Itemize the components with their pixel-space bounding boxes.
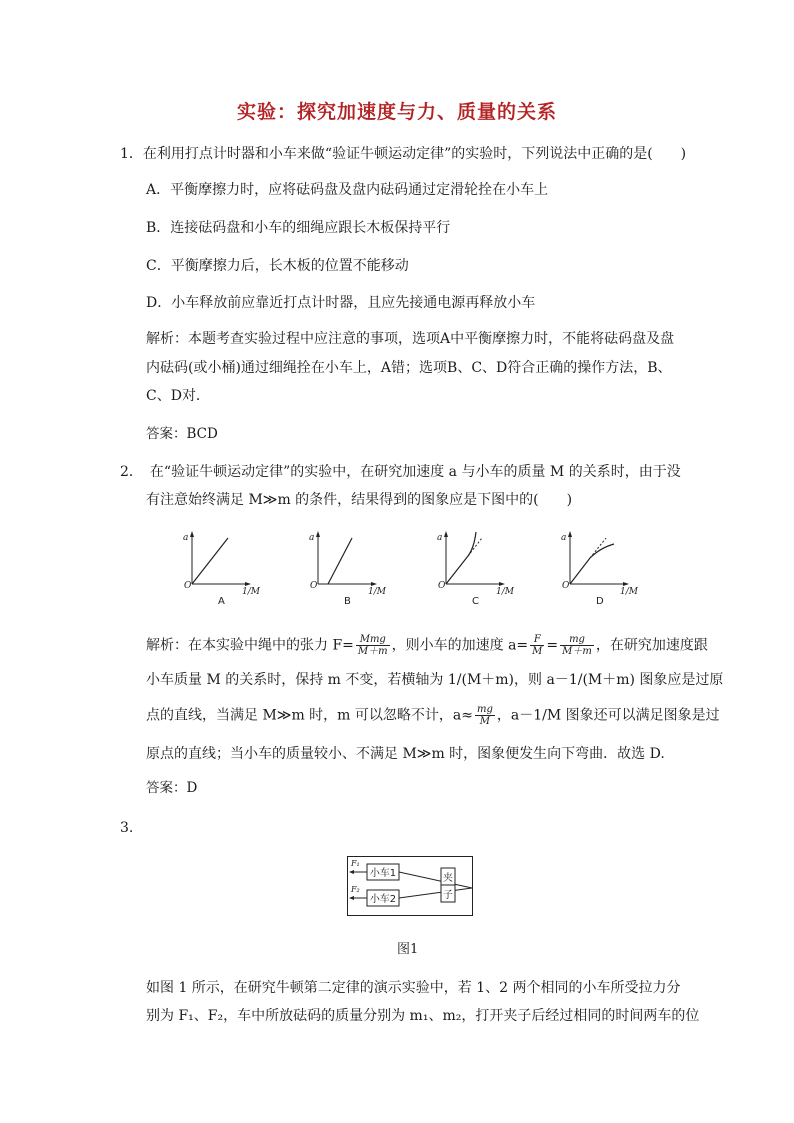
graph-b-origin: O (310, 581, 318, 591)
equals-sign: = (546, 637, 559, 654)
force-1-label: F₁ (351, 859, 360, 868)
graph-a (180, 528, 284, 608)
graph-d-x-arrow (623, 582, 629, 586)
fraction-tension-denominator: M＋m (357, 646, 388, 657)
fraction-mg-over-m (475, 704, 495, 727)
fraction-f-over-m-numerator: F (530, 634, 544, 646)
q1-analysis-line-2: 内砝码(或小桶)通过细绳拴在小车上，A错；选项B、C、D符合正确的操作方法，B、 (146, 360, 672, 376)
fraction-mg-over-total-numerator: mg (560, 634, 594, 646)
q2-answer: 答案：D (146, 780, 198, 796)
q2-analysis-line-4: 原点的直线；当小车的质量较小、不满足 M≫m 时，图象便发生向下弯曲．故选 D. (146, 746, 665, 762)
fraction-mg-over-total-denominator: M＋m (562, 646, 592, 657)
string-car-2 (399, 888, 472, 898)
figure-1-caption: 图1 (397, 942, 419, 957)
q3-text-line-2: 别为 F₁、F₂，车中所放砝码的质量分别为 m₁、m₂，打开夹子后经过相同的时间两车的位 (146, 1008, 700, 1024)
q1-analysis-line-1: 解析：本题考查实验过程中应注意的事项，选项A中平衡摩擦力时，不能将砝码盘及盘 (146, 331, 675, 347)
graph-c-y-label: a (437, 533, 443, 543)
q2-analysis-text-1b: ，则小车的加速度 a= (391, 637, 529, 654)
fraction-mg-over-m-denominator: M (479, 716, 491, 727)
q2-analysis-line-3 (146, 704, 720, 727)
q1-analysis-line-3: C、D对． (146, 388, 210, 404)
graph-a-y-arrow (190, 531, 194, 537)
fraction-tension-numerator: Mmg (356, 634, 390, 646)
graph-b-caption: B (344, 596, 351, 607)
graph-b-x-label: 1/M (368, 587, 386, 597)
q3-number: 3. (120, 820, 134, 836)
page-title: 实验：探究加速度与力、质量的关系 (236, 101, 557, 123)
force-2-label: F₂ (351, 885, 360, 894)
graph-c-x-label: 1/M (496, 587, 514, 597)
q2-analysis-text-3a: 点的直线，当满足 M≫m 时，m 可以忽略不计，a≈ (146, 707, 473, 724)
fraction-mg-over-m-numerator: mg (476, 704, 493, 715)
q2-analysis-line-1 (146, 634, 708, 657)
q2-analysis-line-2: 小车质量 M 的关系时，保持 m 不变，若横轴为 1/(M＋m)，则 a－1/(M＋m) 图象应是过原 (146, 672, 724, 688)
graph-a-curve (192, 538, 228, 584)
graph-d (558, 528, 662, 608)
graph-d-curve (570, 544, 614, 584)
q2-analysis-text-3b: ，a－1/M 图象还可以满足图象是过 (496, 707, 720, 724)
graph-c-curve (446, 532, 476, 584)
q1-option-b: B．连接砝码盘和小车的细绳应跟长木板保持平行 (146, 220, 451, 236)
graph-c (434, 528, 538, 608)
force-1-arrowhead (349, 870, 354, 874)
graph-d-x-label: 1/M (620, 587, 638, 597)
graph-d-y-arrow (568, 531, 572, 537)
graph-d-origin: O (562, 581, 570, 591)
q1-option-d: D．小车释放前应靠近打点计时器，且应先接通电源再释放小车 (146, 295, 536, 311)
q3-text-line-1: 如图 1 所示，在研究牛顿第二定律的演示实验中，若 1、2 两个相同的小车所受拉力分 (146, 980, 681, 996)
graph-d-y-label: a (561, 533, 567, 543)
graph-a-y-label: a (183, 533, 189, 543)
graph-b-y-label: a (309, 533, 315, 543)
figure-1-diagram (347, 856, 473, 916)
q2-analysis-text-1a: 解析：在本实验中绳中的张力 F= (146, 637, 354, 654)
q2-stem-line-2: 有注意始终满足 M≫m 的条件，结果得到的图象应是下图中的( ) (146, 492, 573, 508)
graph-c-x-arrow (499, 582, 505, 586)
q2-stem-line-1: 2． 在“验证牛顿运动定律”的实验中，在研究加速度 a 与小车的质量 M 的关系时，由于没 (120, 464, 681, 480)
graph-a-x-label: 1/M (242, 587, 260, 597)
force-2-arrowhead (349, 896, 354, 900)
car-1-label: 小车1 (369, 868, 397, 879)
fraction-tension (356, 634, 390, 657)
graph-d-caption: D (596, 596, 604, 607)
fraction-mg-over-total (560, 634, 594, 657)
string-car-1 (399, 872, 472, 888)
graph-b-x-arrow (371, 582, 377, 586)
graph-c-caption: C (472, 596, 479, 607)
q1-option-a: A．平衡摩擦力时，应将砝码盘及盘内砝码通过定滑轮拴在小车上 (146, 182, 549, 198)
graph-a-origin: O (184, 581, 192, 591)
fraction-f-over-m (530, 634, 544, 657)
graph-a-x-arrow (245, 582, 251, 586)
q1-stem: 1．在利用打点计时器和小车来做“验证牛顿运动定律”的实验时，下列说法中正确的是( ) (120, 146, 687, 162)
fraction-f-over-m-denominator: M (532, 646, 543, 657)
graph-b-y-arrow (316, 531, 320, 537)
car-2-label: 小车2 (369, 894, 397, 905)
q1-option-c: C．平衡摩擦力后，长木板的位置不能移动 (146, 258, 409, 274)
graph-c-y-arrow (444, 531, 448, 537)
q1-answer: 答案：BCD (146, 426, 218, 442)
clamp-label-bottom: 子 (443, 890, 453, 901)
graph-b-curve (328, 538, 352, 584)
clamp-label-top: 夹 (443, 873, 453, 884)
graph-b (306, 528, 410, 608)
graph-a-caption: A (218, 596, 225, 607)
q2-analysis-text-1c: ，在研究加速度跟 (595, 637, 708, 654)
graph-c-origin: O (438, 581, 446, 591)
